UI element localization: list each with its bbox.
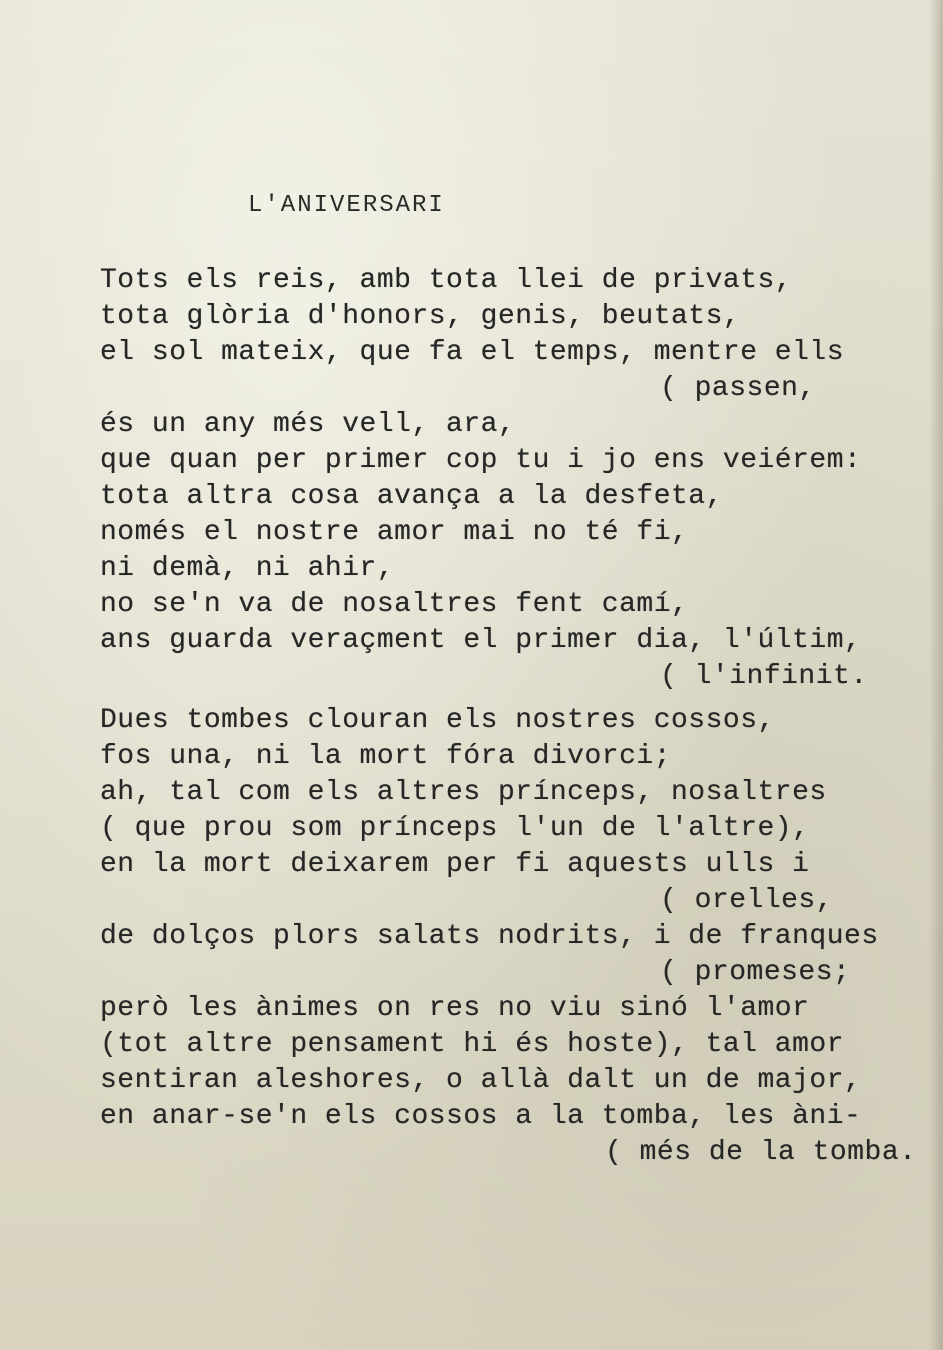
poem-line: sentiran aleshores, o allà dalt un de major, [100, 1065, 862, 1096]
poem-line: tota glòria d'honors, genis, beutats, [100, 301, 741, 332]
poem-title: L'ANIVERSARI [248, 192, 445, 219]
page-edge-shadow [929, 0, 943, 1350]
poem-line: en anar-se'n els cossos a la tomba, les àni- [100, 1101, 862, 1132]
poem-line-continuation: ( l'infinit. [660, 661, 868, 692]
poem-line: Dues tombes clouran els nostres cossos, [100, 705, 775, 736]
poem-line: en la mort deixarem per fi aquests ulls i [100, 849, 810, 880]
poem-line: només el nostre amor mai no té fi, [100, 517, 689, 548]
poem-line-continuation: ( orelles, [660, 885, 834, 916]
poem-line: de dolços plors salats nodrits, i de franques [100, 921, 879, 952]
poem-line: el sol mateix, que fa el temps, mentre ells [100, 337, 845, 368]
poem-line-continuation: ( passen, [660, 373, 816, 404]
poem-line: que quan per primer cop tu i jo ens veiérem: [100, 445, 862, 476]
stanza-2 [100, 703, 917, 1171]
poem-line: ah, tal com els altres prínceps, nosaltres [100, 777, 827, 808]
poem-line: (tot altre pensament hi és hoste), tal amor [100, 1029, 845, 1060]
stanza-1 [100, 263, 900, 695]
poem-line: ans guarda veraçment el primer dia, l'últim, [100, 625, 862, 656]
poem-line: Tots els reis, amb tota llei de privats, [100, 265, 793, 296]
poem-line: tota altra cosa avança a la desfeta, [100, 481, 723, 512]
poem-line-continuation: ( promeses; [660, 957, 851, 988]
poem-line: no se'n va de nosaltres fent camí, [100, 589, 689, 620]
poem-line: fos una, ni la mort fóra divorci; [100, 741, 671, 772]
poem-line: ni demà, ni ahir, [100, 553, 395, 584]
poem-line: ( que prou som prínceps l'un de l'altre), [100, 813, 810, 844]
poem-line-continuation: ( més de la tomba. [605, 1137, 917, 1168]
poem-line: però les ànimes on res no viu sinó l'amor [100, 993, 810, 1024]
poem-line: és un any més vell, ara, [100, 409, 516, 440]
